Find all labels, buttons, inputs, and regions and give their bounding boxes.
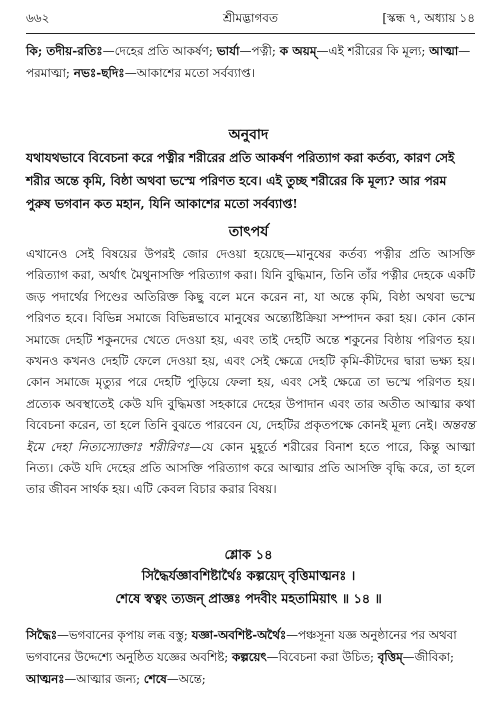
header-divider <box>26 33 475 34</box>
synonym-meaning: —আত্মার জন্য; <box>64 672 144 686</box>
synonym-meaning: —পরমাত্মা; <box>26 44 471 80</box>
synonyms-bottom <box>26 624 475 690</box>
synonym-term: কল্পয়েৎ <box>232 650 267 664</box>
verse-line-1: সিদ্ধৈর্যজ্ঞাবশিষ্টার্থৈঃ কল্পয়েদ্ বৃত্তিমাত্মনঃ । <box>141 569 356 584</box>
purport-part-1: এখানেও সেই বিষয়ের উপরই জোর দেওয়া হয়েছে—মানুষের কর্তব্য পত্নীর প্রতি আসক্তি পরিত্যাগ করা, অর্থাৎ মৈথুনাসক্তি পরিত্যাগ করা। যিনি বুদ্ধিমান, তিনি তাঁর পত্নীর দেহকে একটি জড় পদার্থের পিণ্ডের অতিরিক্ত কিছু বলে মনে করেন না, যা অন্তে কৃমি, বিষ্ঠা অথবা ভস্মে পরিণত হবে। বিভিন্ন সমাজে বিভিন্নভাবে মানুষের অন্ত্যেষ্টিক্রিয়া সম্পাদন করা হয়। কোন কোন সমাজে দেহটি শকুনদের খেতে দেওয়া হয়, এবং তাই দেহটি অন্তে শকুনের বিষ্ঠায় পরিণত হয়। কখনও কখনও দেহটি ফেলে দেওয়া হয়, এবং সেই ক্ষেত্রে দেহটি কৃমি-কীটদের দ্বারা ভক্ষ্য হয়। কোন সমাজে মৃত্যুর পরে দেহটি পুড়িয়ে ফেলা হয়, এবং সেই ক্ষেত্রে তা ভস্মে পরিণত হয়। প্রত্যেক অবস্থাতেই কেউ যদি বুদ্ধিমত্তা সহকারে দেহের উপাদান এবং তার অতীত আত্মার কথা বিবেচনা করেন, তা হলে তিনি বুঝতে পারবেন যে, দেহটির প্রকৃতপক্ষে কোনই মূল্য নেই। <box>26 247 475 433</box>
translation-text: যথাযথভাবে বিবেচনা করে পত্নীর শরীরের প্রতি আকর্ষণ পরিত্যাগ করা কর্তব্য, কারণ সেই শরীর অন্তে কৃমি, বিষ্ঠা অথবা ভস্মে পরিণত হবে। এই তুচ্ছ শরীরের কি মূল্য? আর পরম পুরুষ ভগবান কত মহান, যিনি আকাশের মতো সর্বব্যাপ্ত! <box>26 150 455 211</box>
purport-text <box>26 244 475 501</box>
synonym-meaning: —বিবেচনা করা উচিত; <box>266 650 378 664</box>
verse-line-2: শেষে স্বত্বং ত্যজন্ প্রাজ্ঞঃ পদবীং মহতামিয়াৎ ॥ ১৪ ॥ <box>115 592 382 607</box>
synonym-meaning: —আকাশের মতো সর্বব্যাপ্ত। <box>124 66 256 80</box>
synonym-meaning: —ভগবানের কৃপায় লব্ধ বস্তু; <box>57 628 192 642</box>
purport-quote: অন্তবন্ত ইমে দেহা নিত্যস্যোক্তাঃ শরীরিণঃ <box>26 418 475 454</box>
synonym-term: শেষে <box>143 672 167 686</box>
synonym-term: যজ্ঞা-অবশিষ্ট-অর্থৈঃ <box>191 628 287 642</box>
synonym-term: সিদ্ধৈঃ <box>26 628 58 642</box>
synonym-meaning: —অন্তে; <box>166 672 206 686</box>
synonym-meaning: —পঞ্চসূনা যজ্ঞ অনুষ্ঠানের পর অথবা ভগবানের উদ্দেশ্যে অনুষ্ঠিত যজ্ঞের অবশিষ্ট; <box>26 628 457 664</box>
synonym-term: নভঃ-ছদিঃ <box>73 66 125 80</box>
running-header <box>26 10 475 30</box>
purport-heading: তাৎপর্য <box>228 224 269 240</box>
synonym-term: ক অয়ম্ <box>279 44 317 58</box>
translation-heading: অনুবাদ <box>228 127 269 143</box>
synonym-term: বৃত্তিম্ <box>377 650 403 664</box>
synonym-term: ভার্যা <box>216 44 240 58</box>
synonyms-top <box>26 40 475 84</box>
synonym-term: কি; তদীয়-রতিঃ <box>26 44 103 58</box>
synonym-term: আত্মা <box>429 44 459 58</box>
synonym-meaning: —এই শরীরের কি মূল্য; <box>316 44 430 58</box>
book-title: শ্রীমদ্ভাগবত <box>222 11 278 25</box>
synonym-term: আত্মনঃ <box>26 672 65 686</box>
synonym-meaning: —দেহের প্রতি আকর্ষণ; <box>102 44 217 58</box>
purport-part-2: —যে কোন মুহূর্তে শরীরের বিনাশ হতে পারে, কিন্তু আত্মা নিত্য। কেউ যদি দেহের প্রতি আসক্তি পরিত্যাগ করে আত্মার প্রতি আসক্তি বৃদ্ধি করে, তা হলে তার জীবন সার্থক হয়। এটি কেবল বিচার করার বিষয়। <box>26 439 475 497</box>
synonym-meaning: —পত্নী; <box>239 44 280 58</box>
synonym-meaning: —জীবিকা; <box>402 650 454 664</box>
verse-heading: শ্লোক ১৪ <box>224 548 273 563</box>
chapter-reference: [স্কন্ধ ৭, অধ্যায় ১৪ <box>382 11 475 25</box>
page-number: ৬৬২ <box>26 11 50 25</box>
